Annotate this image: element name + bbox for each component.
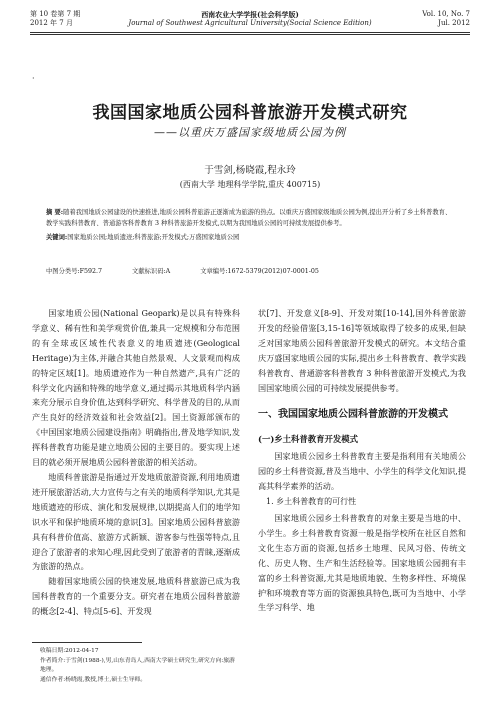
paragraph: 国家地质公园乡土科普教育的对象主要是当地的中、小学生。乡土科普教育资源一般是指学校所在社区自然和文化生态方面的资源,包括乡土地理、民风习俗、传统文化、历史人物、生产和生活经验等。国家地质公园拥有丰富的乡土科普资源,尤其是地质地貌、生物多样性、环境保护和环境教育等方面的资源独具特色,既可为当地中、小学生学习科学、地	[258, 512, 466, 613]
page-marker: ·	[32, 74, 35, 83]
footnote-author-bio: 作者简介:于雪剑(1988-),男,山东青岛人,西南大学硕士研究生,研究方向:旅游地理。	[40, 657, 235, 673]
paragraph: 状[7]、开发意义[8-9]、开发对策[10-14],国外科普旅游开发的经验借鉴[3,15-16]等领域取得了较多的成果,但缺乏对国家地质公园科普旅游开发模式的研究。本文结合重庆万盛国家地质公园的实际,提出乡土科普教育、教学实践科普教育、普通游客科普教育 3 种科普旅游开发模式,为我国国家地质公园的可持续发展提供参考。	[258, 308, 466, 393]
footnote-block	[32, 642, 240, 685]
header-rule-thin	[30, 34, 470, 35]
header-rule-thick	[30, 32, 470, 33]
author-affiliation: (西南大学 地理科学学院,重庆 400715)	[179, 180, 321, 189]
section-heading: 一、我国国家地质公园科普旅游的开发模式	[258, 409, 448, 421]
volume-issue-en: Vol. 10, No. 7	[422, 10, 470, 18]
author-list: 于雪剑,杨晓霞,程永玲	[204, 165, 296, 176]
date-en: Jul. 2012	[438, 19, 470, 27]
classification-line	[46, 266, 454, 275]
body-column-right	[258, 306, 466, 615]
date-cn: 2012 年 7 月	[30, 19, 73, 27]
subsubsection-heading: 1. 乡土科普教育的可行性	[266, 497, 357, 507]
journal-name-cn: 西南农业大学学报(社会科学版)	[201, 10, 299, 19]
keywords-text: 国家地质公园;地质遗迹;科普旅游;开发模式;万盛国家地质公园	[67, 234, 240, 241]
article-title: 我国国家地质公园科普旅游开发模式研究	[92, 103, 408, 123]
footnote-rule	[32, 642, 142, 643]
paragraph: 国家地质公园乡土科普教育主要是指利用有关地质公园的乡土科普资源,普及当地中、小学生的科学文化知识,提高其科学素养的活动。	[258, 451, 466, 492]
paragraph: 地质科普旅游是指通过开发地质旅游资源,利用地质遗迹开展旅游活动,大力宣传与之有关的地质科学知识,尤其是地质遗迹的形成、演化和发展规律,以期提高人们的地学知识水平和保护地质环境的意识[3]。国家地质公园科普旅游具有科普价值高、旅游方式新颖、游客参与性强等特点,且迎合了旅游者的求知心理,因此受到了旅游者的青睐,逐渐成为旅游的热点。	[32, 471, 240, 572]
abstract-label: 摘 要:	[46, 209, 64, 216]
footnote-received: 收稿日期:2012-04-17	[40, 648, 99, 654]
document-code: 文献标识码:A	[132, 268, 171, 275]
article-subtitle: ——以重庆万盛国家级地质公园为例	[154, 126, 346, 139]
running-header	[30, 10, 470, 40]
subsection-heading: (一)乡土科普教育开发模式	[258, 434, 359, 445]
header-right	[422, 10, 470, 28]
abstract-text: 随着我国地质公园建设的快速推进,地质公园科普旅游正逐渐成为旅游的热点。以重庆万盛国家级地质公园为例,提出开分析了乡土科普教育、教学实践科普教育、普通游客科普教育 3 种科普旅游开发模式,以期为我国地质公园的可持续发展提供参考。	[46, 209, 452, 227]
body-column-left	[32, 306, 240, 619]
keywords-label: 关键词:	[46, 234, 68, 241]
volume-issue-cn: 第 10 卷第 7 期	[30, 10, 81, 18]
article-number: 文章编号:1672-5379(2012)07-0001-05	[200, 268, 319, 275]
footnote-corresponding: 通信作者:杨晓霞,教授,博士,硕士生导师。	[40, 676, 147, 683]
header-center	[30, 10, 470, 28]
keywords-block	[46, 232, 454, 243]
abstract-block	[46, 207, 454, 243]
paragraph: 国家地质公园(National Geopark)是以具有特殊科学意义、稀有性和美学观赏价值,兼具一定规模和分布范围的有全球或区域性代表意义的地质遗迹(Geological Heritage)为主体,并融合其他自然景观、人文景观而构成的特定区域[1]。地质遗迹作为一种自然遗产,具有广泛的科学文化内涵和特殊的地学意义,通过揭示其地质科学内涵来充分展示自身价值,达到科学研究、科学普及的目的,从而产生良好的经济效益和社会效益[2]。国土资源部颁布的《中国国家地质公园建设指南》明确指出,普及地学知识,发挥科普教育功能是建立地质公园的主要目的。要实现上述目的就必须开展地质公园科普旅游的相关活动。	[32, 308, 240, 468]
clc-number: 中图分类号:F592.7	[46, 268, 103, 275]
paragraph: 随着国家地质公园的快速发展,地质科普旅游已成为我国科普教育的一个重要分支。研究者在地质公园科普旅游的概念[2-4]、特点[5-6]、开发现	[32, 576, 240, 617]
journal-name-en: Journal of Southwest Agricultural University(Social Science Edition)	[128, 19, 372, 27]
